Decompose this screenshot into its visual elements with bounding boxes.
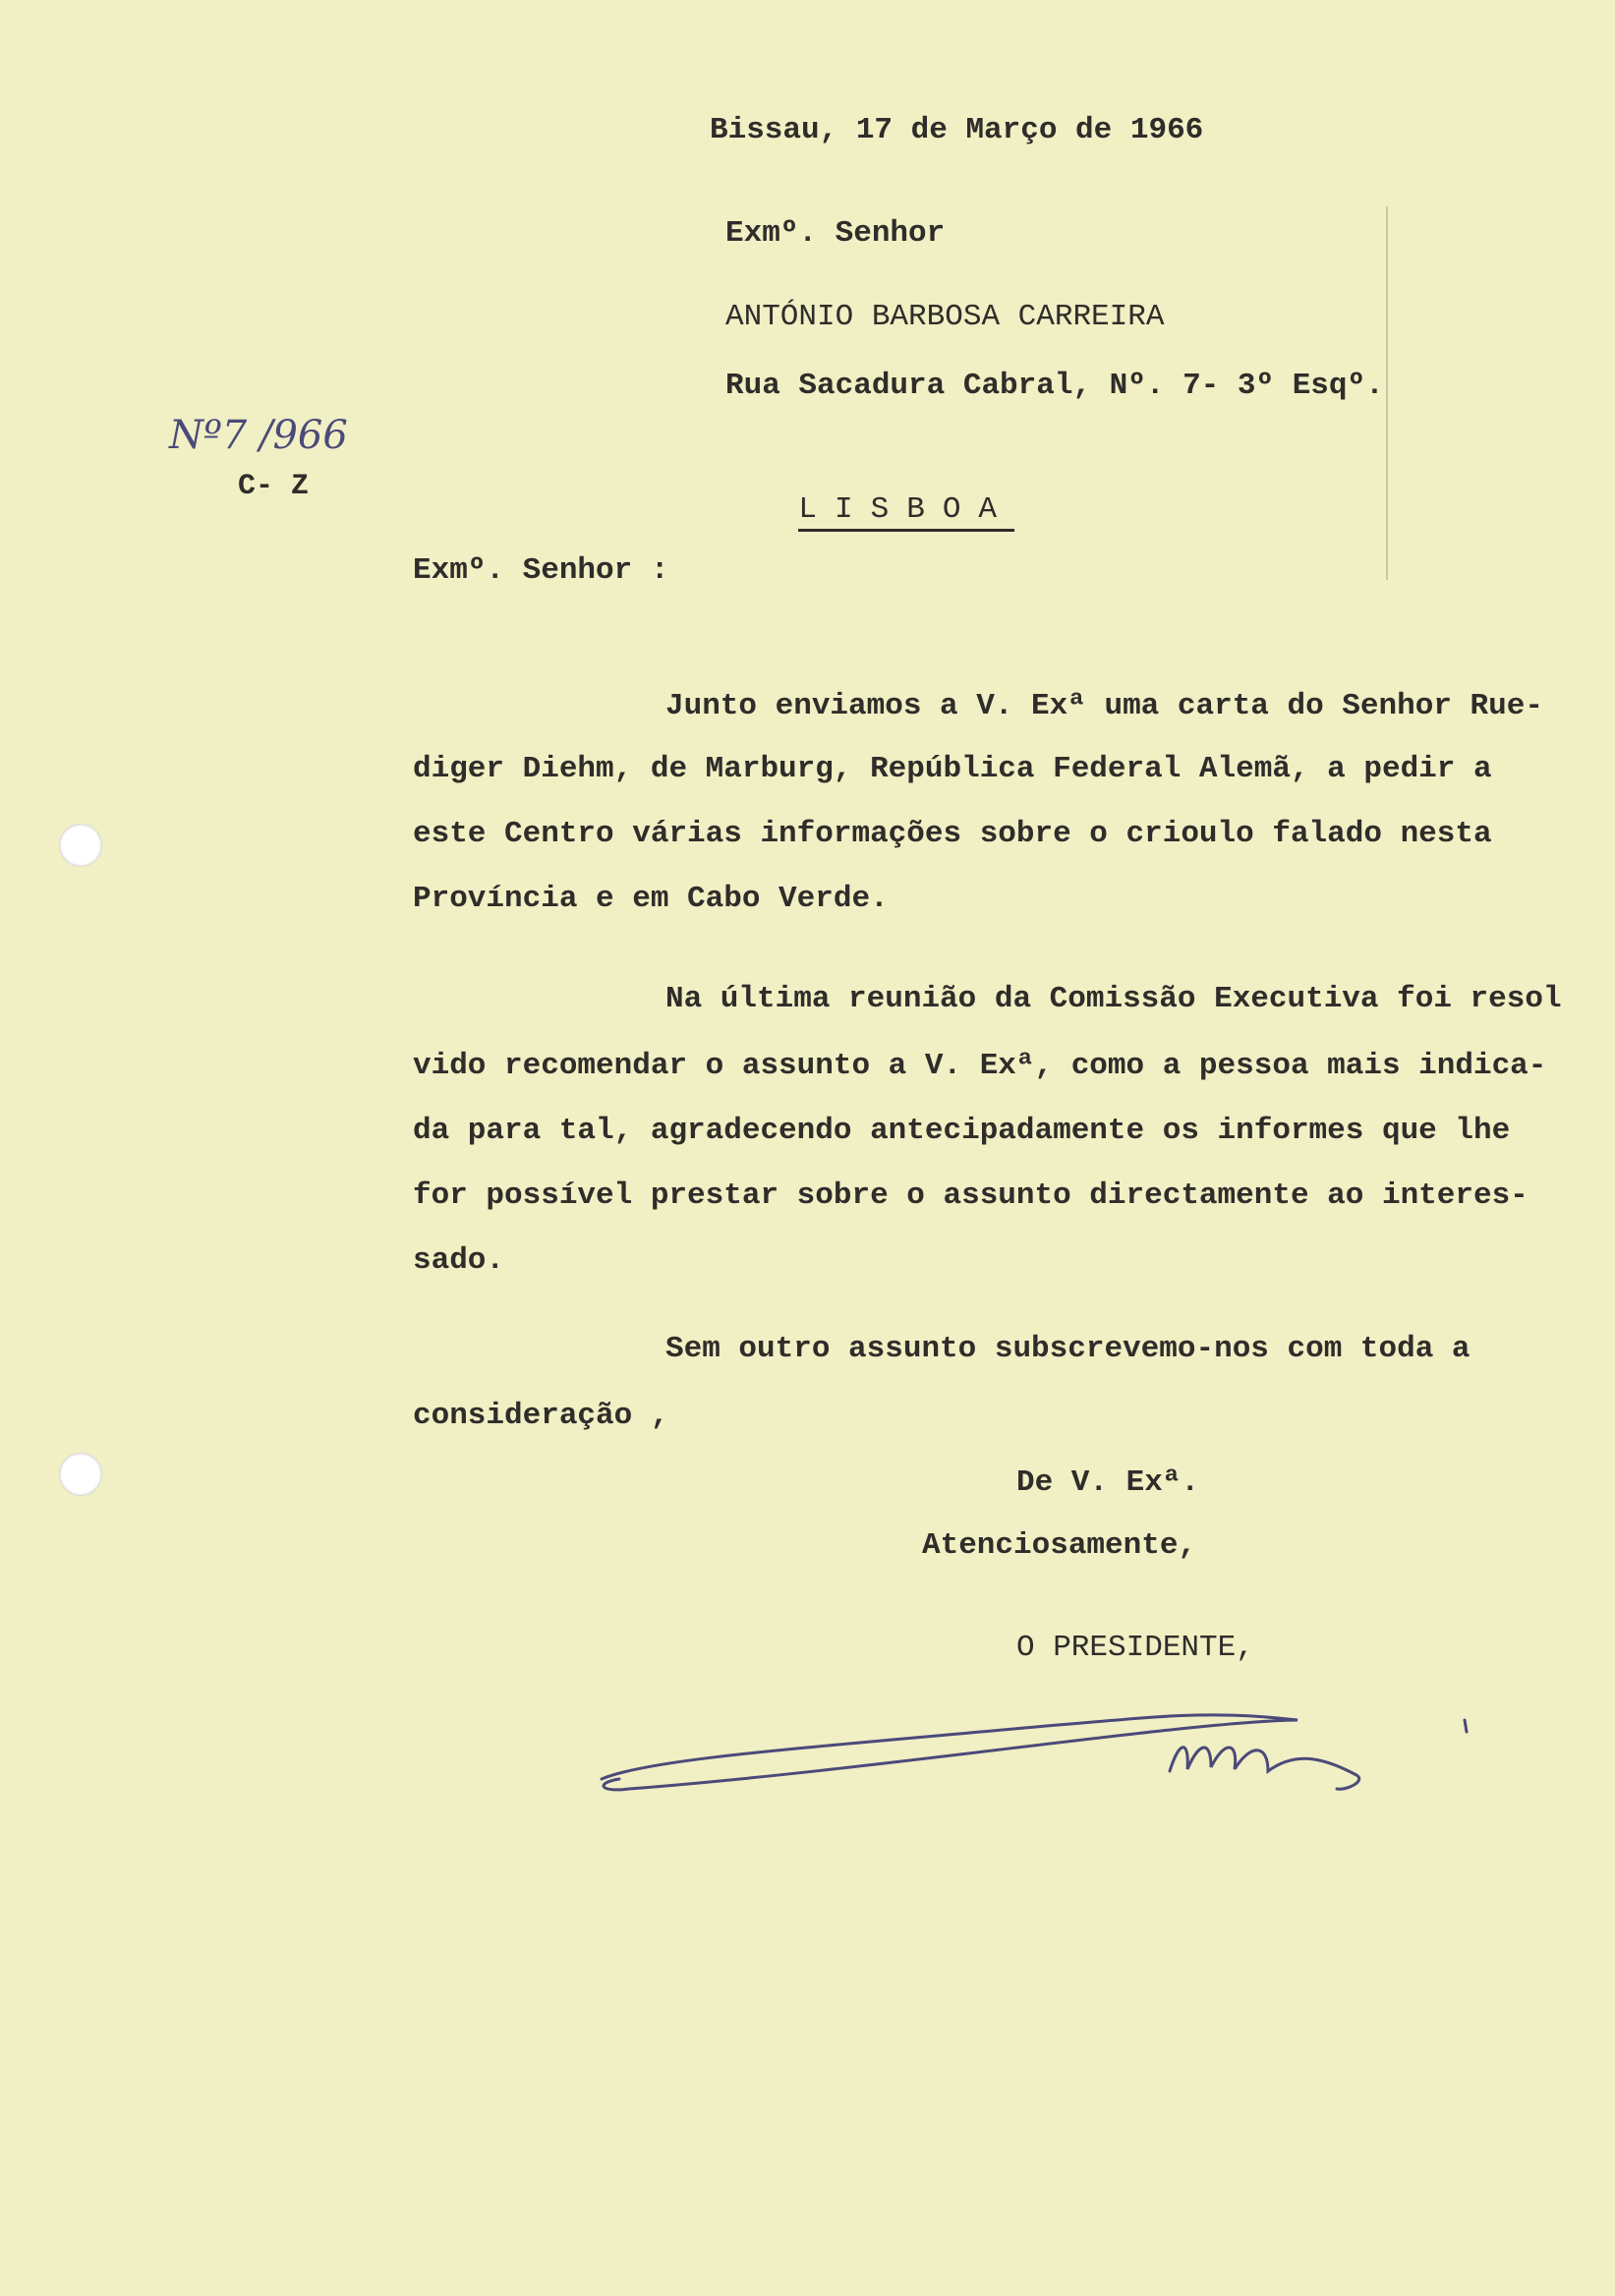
closing-title: O PRESIDENTE, bbox=[1016, 1631, 1254, 1665]
recipient-city bbox=[725, 413, 1014, 607]
signature-stroke bbox=[602, 1715, 1298, 1790]
signature-dot bbox=[1465, 1720, 1467, 1732]
paragraph-1-line-1: Junto enviamos a V. Exª uma carta do Senhor Rue- bbox=[665, 689, 1543, 723]
paragraph-3-line-2: consideração , bbox=[413, 1399, 669, 1433]
reference-code: C- Z bbox=[238, 470, 310, 503]
paragraph-2-line-4: for possível prestar sobre o assunto directamente ao interes- bbox=[413, 1178, 1528, 1213]
paragraph-3-line-1: Sem outro assunto subscrevemo-nos com toda a bbox=[665, 1332, 1471, 1366]
closing-line-2: Atenciosamente, bbox=[922, 1528, 1197, 1563]
paragraph-2-line-1: Na última reunião da Comissão Executiva foi resol bbox=[665, 982, 1562, 1016]
recipient-city-text: LISBOA bbox=[798, 492, 1014, 532]
recipient-salutation: Exmº. Senhor bbox=[725, 216, 946, 251]
paragraph-1-line-3: este Centro várias informações sobre o crioulo falado nesta bbox=[413, 817, 1492, 851]
punch-hole-bottom bbox=[59, 1453, 102, 1496]
salutation: Exmº. Senhor : bbox=[413, 553, 669, 588]
signature-flourish bbox=[1170, 1748, 1359, 1790]
paragraph-2-line-2: vido recomendar o assunto a V. Exª, como a pessoa mais indica- bbox=[413, 1049, 1547, 1083]
reference-number: Nº7 /966 bbox=[169, 413, 348, 458]
recipient-name: ANTÓNIO BARBOSA CARREIRA bbox=[725, 300, 1165, 334]
punch-hole-top bbox=[59, 824, 102, 867]
paragraph-1-line-2: diger Diehm, de Marburg, República Federal Alemã, a pedir a bbox=[413, 752, 1492, 786]
paragraph-1-line-4: Província e em Cabo Verde. bbox=[413, 882, 889, 916]
signature bbox=[590, 1681, 1474, 1838]
paragraph-2-line-5: sado. bbox=[413, 1243, 505, 1278]
fold-mark bbox=[1386, 206, 1388, 580]
recipient-address: Rua Sacadura Cabral, Nº. 7- 3º Esqº. bbox=[725, 369, 1384, 403]
closing-line-1: De V. Exª. bbox=[1016, 1465, 1200, 1500]
paragraph-2-line-3: da para tal, agradecendo antecipadamente os informes que lhe bbox=[413, 1114, 1511, 1148]
place-date: Bissau, 17 de Março de 1966 bbox=[710, 113, 1204, 147]
